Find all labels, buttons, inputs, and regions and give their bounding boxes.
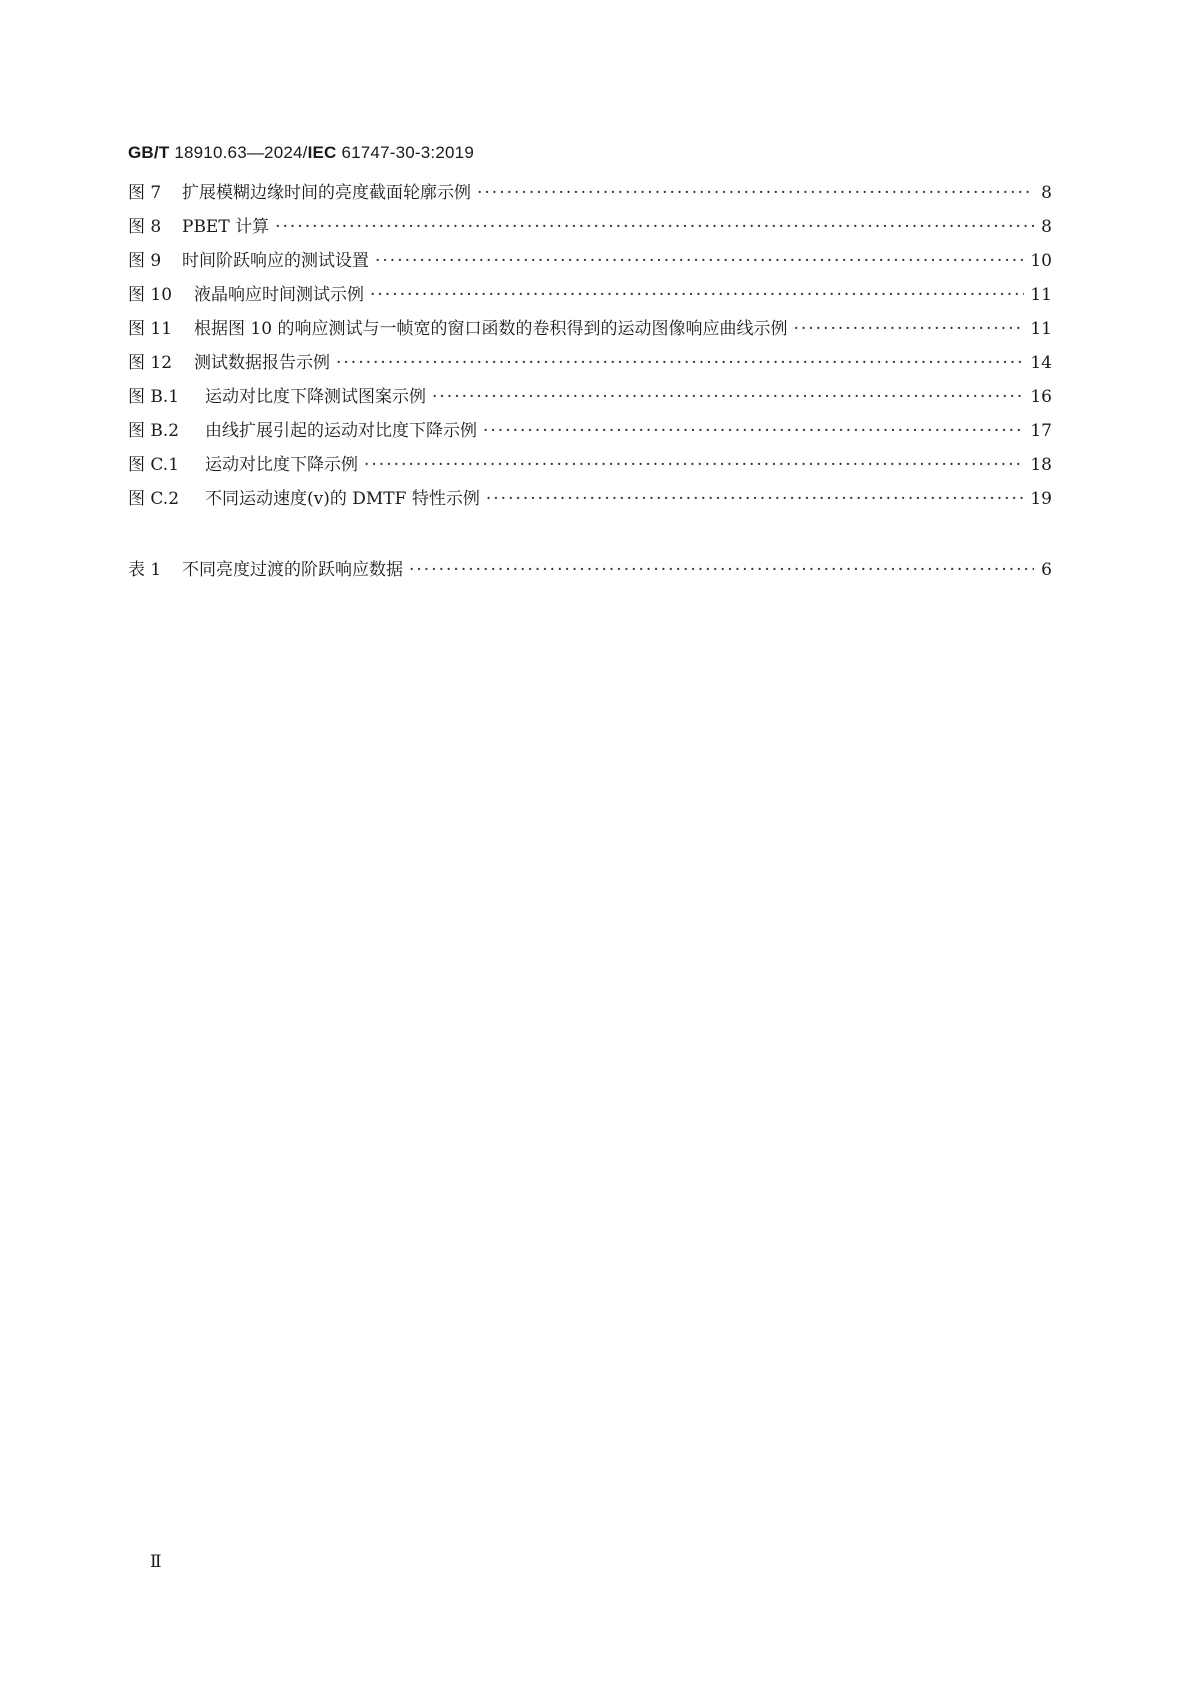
entry-page: 10 [1030,251,1052,271]
entry-page: 8 [1041,183,1052,203]
entry-page: 11 [1030,285,1052,305]
dot-leader [375,248,1024,274]
standard-number: 18910.63—2024/ [169,143,308,162]
dot-leader [486,486,1025,512]
entry-page: 6 [1041,560,1052,580]
entry-title: 不同亮度过渡的阶跃响应数据 [182,560,403,580]
entry-title: 扩展模糊边缘时间的亮度截面轮廓示例 [182,183,471,203]
entry-number: 图 9 [128,251,162,271]
dot-leader [364,452,1024,478]
entry-page: 18 [1030,455,1052,475]
entry-title: 由线扩展引起的运动对比度下降示例 [205,421,477,441]
toc-entry[interactable] [128,384,1052,410]
toc-entry[interactable] [128,350,1052,376]
dot-leader [483,418,1024,444]
entry-number: 图 12 [128,353,173,373]
toc-entry[interactable] [128,486,1052,512]
dot-leader [409,557,1034,583]
entry-title: 运动对比度下降测试图案示例 [205,387,426,407]
entry-title: 根据图 10 的响应测试与一帧宽的窗口函数的卷积得到的运动图像响应曲线示例 [194,319,788,339]
entry-title: 运动对比度下降示例 [205,455,358,475]
entry-page: 16 [1030,387,1052,407]
toc-entry[interactable] [128,557,1052,583]
toc-entry[interactable] [128,214,1052,240]
entry-number: 图 11 [128,319,173,339]
entry-title: 液晶响应时间测试示例 [194,285,364,305]
entry-number: 图 7 [128,183,162,203]
entry-number: 图 B.1 [128,387,180,407]
page-number: Ⅱ [150,1552,162,1572]
dot-leader [793,316,1024,342]
entry-title: 测试数据报告示例 [194,353,330,373]
toc-entry[interactable] [128,418,1052,444]
entry-number: 图 B.2 [128,421,180,441]
toc-entry[interactable] [128,282,1052,308]
entry-title: 不同运动速度(v)的 DMTF 特性示例 [205,489,480,509]
iec-number: 61747-30-3:2019 [336,143,474,162]
entry-number: 图 10 [128,285,173,305]
entry-page: 17 [1030,421,1052,441]
entry-number: 表 1 [128,560,162,580]
iec-code: IEC [307,143,337,162]
entry-number: 图 C.1 [128,455,180,475]
dot-leader [370,282,1024,308]
entry-title: PBET 计算 [182,217,270,237]
toc-entry[interactable] [128,248,1052,274]
entry-page: 14 [1030,353,1052,373]
dot-leader [477,180,1034,206]
toc-entry[interactable] [128,316,1052,342]
entry-page: 11 [1030,319,1052,339]
dot-leader [336,350,1024,376]
dot-leader [275,214,1034,240]
entry-number: 图 8 [128,217,162,237]
entry-page: 8 [1041,217,1052,237]
toc-entry[interactable] [128,180,1052,206]
toc-entry[interactable] [128,452,1052,478]
dot-leader [432,384,1024,410]
entry-title: 时间阶跃响应的测试设置 [182,251,369,271]
standard-code: GB/T [128,143,170,162]
entry-page: 19 [1030,489,1052,509]
standard-header [128,143,474,163]
entry-number: 图 C.2 [128,489,180,509]
